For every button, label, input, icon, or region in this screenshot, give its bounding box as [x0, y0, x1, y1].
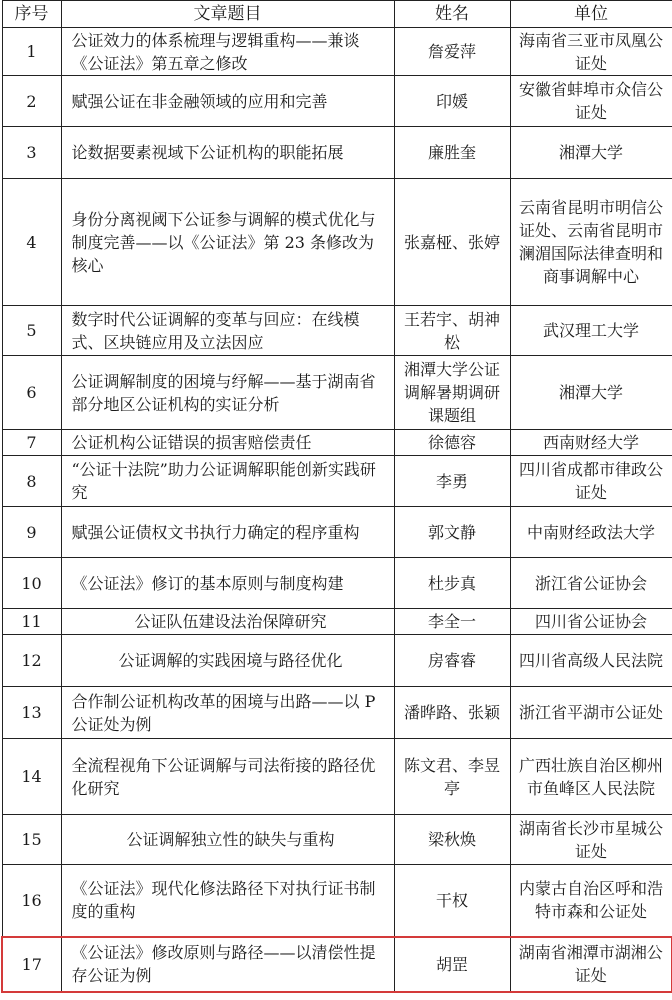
row-unit: 广西壮族自治区柳州市鱼峰区人民法院 [510, 739, 672, 815]
row-name: 詹爱萍 [394, 28, 510, 76]
row-unit: 云南省昆明市明信公证处、云南省昆明市澜湄国际法律查明和商事调解中心 [510, 179, 672, 306]
row-unit: 四川省公证协会 [510, 609, 672, 635]
row-unit: 湖南省长沙市星城公证处 [510, 815, 672, 865]
row-unit: 四川省高级人民法院 [510, 635, 672, 687]
row-name: 廉胜奎 [394, 127, 510, 179]
row-title: 公证调解制度的困境与纾解——基于湖南省部分地区公证机构的实证分析 [61, 356, 394, 430]
table-row [2, 306, 672, 356]
row-no: 4 [2, 179, 61, 306]
table-row [2, 430, 672, 456]
row-unit: 四川省成都市律政公证处 [510, 456, 672, 507]
row-title: 公证效力的体系梳理与逻辑重构——兼谈《公证法》第五章之修改 [61, 28, 394, 76]
row-title: 论数据要素视域下公证机构的职能拓展 [61, 127, 394, 179]
row-no: 14 [2, 739, 61, 815]
row-title: 《公证法》现代化修法路径下对执行证书制度的重构 [61, 865, 394, 937]
row-unit: 内蒙古自治区呼和浩特市森和公证处 [510, 865, 672, 937]
row-no: 7 [2, 430, 61, 456]
row-title: 《公证法》修改原则与路径——以清偿性提存公证为例 [61, 937, 394, 992]
row-name: 李全一 [394, 609, 510, 635]
table-row [2, 815, 672, 865]
row-unit: 安徽省蚌埠市众信公证处 [510, 76, 672, 127]
row-no: 5 [2, 306, 61, 356]
row-no: 15 [2, 815, 61, 865]
table-row [2, 739, 672, 815]
table-row [2, 179, 672, 306]
row-name: 杜步真 [394, 558, 510, 609]
row-title: 公证调解的实践困境与路径优化 [61, 635, 394, 687]
row-no: 2 [2, 76, 61, 127]
row-name: 郭文静 [394, 507, 510, 558]
row-title: 全流程视角下公证调解与司法衔接的路径优化研究 [61, 739, 394, 815]
table-row [2, 127, 672, 179]
row-no: 1 [2, 28, 61, 76]
row-title: 公证队伍建设法治保障研究 [61, 609, 394, 635]
row-title: 合作制公证机构改革的困境与出路——以 P 公证处为例 [61, 687, 394, 739]
row-no: 3 [2, 127, 61, 179]
table-row [2, 28, 672, 76]
table-row-highlighted [2, 937, 672, 992]
row-unit: 浙江省公证协会 [510, 558, 672, 609]
table-row [2, 609, 672, 635]
row-name: 徐德容 [394, 430, 510, 456]
row-name: 李勇 [394, 456, 510, 507]
row-title: 数字时代公证调解的变革与回应：在线模式、区块链应用及立法因应 [61, 306, 394, 356]
row-name: 干权 [394, 865, 510, 937]
row-title: 公证调解独立性的缺失与重构 [61, 815, 394, 865]
row-unit: 海南省三亚市凤凰公证处 [510, 28, 672, 76]
table-row [2, 687, 672, 739]
row-no: 9 [2, 507, 61, 558]
row-no: 13 [2, 687, 61, 739]
row-name: 梁秋焕 [394, 815, 510, 865]
row-unit: 湖南省湘潭市湖湘公证处 [510, 937, 672, 992]
header-name: 姓名 [394, 1, 510, 28]
row-no: 6 [2, 356, 61, 430]
row-title: 公证机构公证错误的损害赔偿责任 [61, 430, 394, 456]
row-unit: 西南财经大学 [510, 430, 672, 456]
row-no: 16 [2, 865, 61, 937]
row-title: “公证十法院”助力公证调解职能创新实践研究 [61, 456, 394, 507]
row-unit: 湘潭大学 [510, 356, 672, 430]
table-row [2, 865, 672, 937]
table-row [2, 507, 672, 558]
row-no: 17 [2, 937, 61, 992]
row-title: 赋强公证债权文书执行力确定的程序重构 [61, 507, 394, 558]
row-unit: 武汉理工大学 [510, 306, 672, 356]
row-name: 陈文君、李昱亭 [394, 739, 510, 815]
table-row [2, 76, 672, 127]
table-row [2, 456, 672, 507]
row-no: 12 [2, 635, 61, 687]
row-unit: 湘潭大学 [510, 127, 672, 179]
header-no: 序号 [2, 1, 61, 28]
row-name: 张嘉桠、张婷 [394, 179, 510, 306]
row-no: 8 [2, 456, 61, 507]
table-row [2, 558, 672, 609]
row-title: 《公证法》修订的基本原则与制度构建 [61, 558, 394, 609]
header-title: 文章题目 [61, 1, 394, 28]
row-name: 潘晔路、张颖 [394, 687, 510, 739]
row-title: 身份分离视阈下公证参与调解的模式优化与制度完善——以《公证法》第 23 条修改为核心 [61, 179, 394, 306]
table-row [2, 635, 672, 687]
paper-list-table [1, 0, 672, 993]
row-no: 10 [2, 558, 61, 609]
header-unit: 单位 [510, 1, 672, 28]
row-name: 房睿睿 [394, 635, 510, 687]
row-title: 赋强公证在非金融领域的应用和完善 [61, 76, 394, 127]
row-name: 王若宇、胡神松 [394, 306, 510, 356]
row-name: 湘潭大学公证调解暑期调研课题组 [394, 356, 510, 430]
row-name: 印媛 [394, 76, 510, 127]
table-header-row [2, 1, 672, 28]
row-no: 11 [2, 609, 61, 635]
table-row [2, 356, 672, 430]
row-unit: 浙江省平湖市公证处 [510, 687, 672, 739]
row-name: 胡罡 [394, 937, 510, 992]
row-unit: 中南财经政法大学 [510, 507, 672, 558]
